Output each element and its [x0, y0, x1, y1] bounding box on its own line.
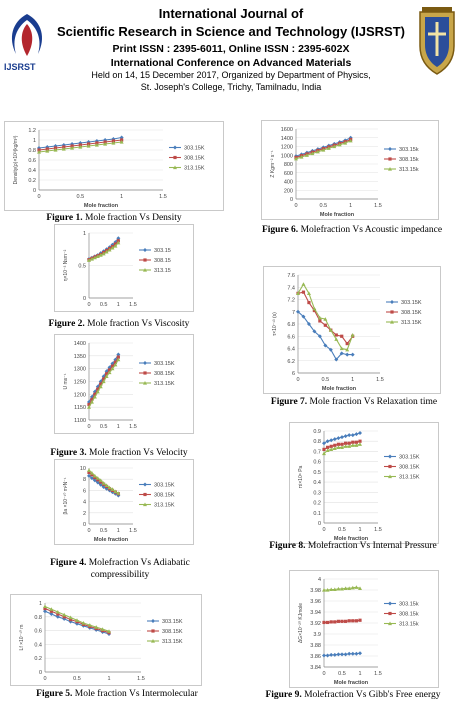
series-line	[89, 360, 118, 408]
y-tick-label: 1	[32, 138, 36, 144]
y-axis-label: τ×10⁻¹³ (s)	[272, 312, 278, 336]
y-tick-label: 1	[38, 601, 42, 607]
legend-marker	[143, 493, 146, 496]
y-tick-label: 3.92	[310, 621, 321, 627]
x-tick-label: 0	[87, 424, 91, 430]
legend-label: 308.15K	[162, 629, 183, 635]
data-point	[347, 433, 351, 437]
x-tick-label: 1	[116, 528, 120, 534]
y-tick-label: 6.4	[287, 346, 295, 353]
y-tick-label: 6.2	[287, 358, 295, 365]
y-tick-label: 2	[82, 510, 86, 517]
y-tick-label: 8	[82, 477, 86, 484]
y-tick-label: 0.6	[34, 628, 42, 635]
figure-9-caption-text: Molefraction Vs Gibb's Free energy	[304, 690, 441, 700]
legend-label: 313.15K	[154, 502, 175, 509]
x-tick-label: 0.5	[319, 203, 328, 209]
figure-5-label: Figure 5.	[36, 689, 73, 699]
figure-4-caption-text: Molefraction Vs Adiabatic compressibility	[88, 558, 190, 580]
chart-svg	[290, 571, 438, 687]
y-tick-label: 0	[32, 188, 36, 194]
figure-2-chart	[54, 224, 194, 312]
y-tick-label: 0.1	[313, 510, 321, 517]
legend-label: 308.15K	[399, 464, 420, 471]
x-tick-label: 0.5	[338, 527, 346, 533]
y-tick-label: 0.2	[34, 656, 42, 663]
x-tick-label: 0.5	[99, 302, 108, 308]
legend-label: 303.15	[154, 248, 171, 254]
held-line-2: St. Joseph's College, Trichy, Tamilnadu, India	[140, 82, 322, 92]
y-tick-label: 0.4	[34, 642, 42, 649]
x-tick-label: 1	[349, 203, 353, 209]
data-point	[348, 619, 351, 622]
figure-7-caption	[248, 396, 460, 408]
legend-marker	[388, 602, 392, 606]
x-tick-label: 1.5	[374, 203, 382, 209]
x-axis-label: Mole fraction	[83, 203, 119, 209]
figure-3-caption-text: Mole fraction Vs Velocity	[89, 448, 188, 458]
y-tick-label: 1300	[73, 366, 86, 373]
legend-label: 308.15K	[401, 310, 422, 316]
figure-6-chart	[261, 120, 439, 220]
data-point	[344, 620, 347, 623]
x-tick-label: 0.5	[321, 377, 330, 383]
y-tick-label: 0.9	[313, 429, 321, 435]
figure-8-caption-text: Molefraction Vs Internal Pressure	[307, 541, 437, 551]
legend-label: 313.15K	[184, 165, 205, 172]
figure-9-chart	[289, 570, 439, 688]
legend-marker	[173, 156, 176, 159]
figure-2-caption	[4, 318, 234, 330]
x-tick-label: 1	[351, 377, 355, 383]
y-tick-label: 200	[283, 188, 293, 195]
legend-label: 308.15K	[184, 155, 205, 162]
data-point	[358, 442, 362, 446]
legend-label: 303.15K	[184, 145, 205, 152]
y-tick-label: 3.84	[310, 665, 321, 671]
legend-label: 303.15K	[154, 361, 175, 367]
legend-label: 313.15k	[399, 621, 419, 628]
y-tick-label: 1	[82, 231, 86, 237]
data-point	[333, 620, 336, 623]
x-tick-label: 0.5	[73, 676, 81, 682]
y-tick-label: 0	[82, 296, 86, 302]
data-point	[345, 353, 349, 357]
figure-8-chart	[289, 422, 439, 544]
data-point	[322, 621, 325, 624]
y-tick-label: 1200	[73, 392, 86, 399]
data-point	[351, 619, 354, 622]
y-tick-label: 600	[283, 170, 293, 177]
y-tick-label: 0.4	[313, 480, 321, 487]
y-axis-label: βa ×10⁻¹⁰ m²N⁻¹	[63, 477, 69, 515]
y-tick-label: 0.5	[313, 469, 321, 476]
figure-5-caption-text: Mole fraction Vs Intermolecular	[74, 689, 198, 699]
figure-7-chart	[263, 266, 441, 394]
figure-9-label: Figure 9.	[265, 690, 302, 700]
data-point	[358, 619, 361, 622]
figure-6-caption	[252, 224, 452, 236]
data-point	[333, 437, 337, 441]
legend-label: 308.15k	[399, 157, 419, 163]
data-point	[329, 438, 333, 442]
legend-label: 313.15K	[162, 639, 183, 645]
y-tick-label: 0.6	[28, 158, 36, 164]
x-tick-label: 1.5	[129, 424, 137, 430]
chart-svg	[290, 423, 438, 543]
data-point	[354, 432, 358, 436]
journal-header	[0, 0, 462, 118]
legend-marker	[390, 310, 393, 313]
legend-marker	[151, 629, 154, 632]
x-tick-label: 1	[107, 676, 111, 682]
figure-2-label: Figure 2.	[48, 319, 85, 329]
data-point	[340, 335, 343, 338]
y-tick-label: 0	[289, 197, 293, 203]
figure-8-label: Figure 8.	[269, 541, 306, 551]
data-point	[351, 652, 355, 656]
x-tick-label: 1	[358, 671, 362, 677]
data-point	[340, 620, 343, 623]
figure-3-caption	[4, 447, 234, 459]
figure-4-label: Figure 4.	[50, 558, 87, 568]
y-tick-label: 6	[291, 371, 295, 377]
legend-marker	[151, 619, 155, 623]
y-axis-label: ΔG×10⁻²⁰ KJmole	[298, 602, 304, 644]
y-tick-label: 7.2	[287, 297, 295, 304]
x-axis-label: Mole fraction	[321, 386, 357, 392]
y-tick-label: 1400	[280, 135, 293, 142]
data-point	[333, 653, 337, 657]
figure-6-caption-text: Molefraction Vs Acoustic impedance	[300, 225, 443, 235]
x-tick-label: 0.5	[338, 671, 346, 677]
figure-7-label: Figure 7.	[270, 397, 308, 407]
figure-5-chart	[10, 594, 202, 686]
data-point	[346, 342, 349, 345]
y-tick-label: 6	[82, 488, 86, 495]
x-axis-label: Mole fraction	[93, 537, 129, 543]
y-tick-label: 0	[317, 521, 321, 527]
data-point	[43, 604, 47, 608]
x-tick-label: 0	[294, 203, 298, 209]
figure-1-label: Figure 1.	[46, 213, 83, 223]
x-tick-label: 0.5	[99, 424, 108, 430]
legend-marker	[388, 455, 392, 459]
legend-marker	[143, 361, 147, 365]
data-point	[344, 434, 348, 438]
y-tick-label: 0	[38, 670, 42, 676]
legend-label: 303.15k	[399, 601, 419, 608]
data-point	[326, 621, 329, 624]
y-tick-label: 0.3	[313, 490, 321, 497]
legend-label: 308.15K	[154, 492, 175, 499]
x-tick-label: 0.5	[76, 194, 85, 200]
legend-label: 303.15K	[401, 300, 422, 306]
data-point	[322, 448, 325, 451]
x-tick-label: 0	[37, 194, 41, 200]
data-point	[351, 433, 355, 437]
y-tick-label: 0.4	[28, 168, 36, 174]
x-tick-label: 1.5	[374, 527, 382, 533]
x-tick-label: 1.5	[137, 676, 145, 682]
y-tick-label: 1000	[280, 153, 293, 160]
data-point	[301, 282, 305, 286]
x-tick-label: 1	[116, 302, 120, 308]
legend-label: 303.15K	[162, 619, 183, 625]
legend-label: 313.15	[154, 268, 171, 274]
legend-marker	[388, 465, 391, 468]
y-tick-label: 6.8	[287, 322, 295, 328]
y-tick-label: 400	[283, 179, 293, 186]
legend-label: 303.15K	[399, 454, 420, 461]
y-tick-label: 1400	[73, 341, 86, 347]
y-tick-label: 0.5	[78, 263, 86, 270]
y-tick-label: 0.8	[28, 148, 36, 154]
figure-3-label: Figure 3.	[50, 448, 87, 458]
held-line-1: Held on 14, 15 December 2017, Organized by Department of Physics,	[91, 70, 371, 80]
figure-3-chart	[54, 334, 194, 434]
data-point	[335, 333, 338, 336]
data-point	[326, 653, 330, 657]
figure-1-caption	[4, 212, 224, 224]
data-point	[318, 319, 321, 322]
y-tick-label: 0	[82, 522, 86, 528]
x-axis-label: Mole fraction	[333, 680, 369, 686]
y-tick-label: 7.6	[287, 273, 295, 279]
data-point	[87, 468, 91, 472]
y-tick-label: 1600	[280, 127, 293, 133]
data-point	[355, 619, 358, 622]
figure-1-chart	[4, 121, 224, 211]
data-point	[337, 620, 340, 623]
legend-label: 313.15k	[399, 167, 419, 173]
chart-svg	[262, 121, 438, 219]
y-axis-label: U ms⁻¹	[63, 373, 69, 390]
figure-7-caption-text: Mole fraction Vs Relaxation time	[309, 397, 438, 407]
journal-title-line2: Scientific Research in Science and Technology (IJSRST)	[57, 24, 405, 39]
figure-4-caption	[20, 557, 220, 581]
conference-name: International Conference on Advanced Materials	[110, 57, 352, 69]
chart-svg	[55, 335, 193, 433]
x-tick-label: 1.5	[129, 528, 137, 534]
figure-6-label: Figure 6.	[261, 225, 299, 235]
y-tick-label: 3.88	[310, 643, 321, 649]
figure-8-caption	[246, 540, 460, 552]
y-tick-label: 3.96	[310, 599, 321, 605]
x-tick-label: 1	[120, 194, 124, 200]
legend-label: 313.15K	[154, 381, 175, 387]
legend-marker	[388, 157, 391, 160]
data-point	[340, 435, 344, 439]
y-tick-label: 7	[291, 309, 295, 316]
x-tick-label: 0	[43, 676, 47, 682]
figure-4-chart	[54, 459, 194, 545]
x-tick-label: 1	[116, 424, 120, 430]
college-crest	[414, 6, 460, 78]
y-tick-label: 0.2	[28, 178, 36, 184]
y-tick-label: 800	[283, 162, 293, 168]
journal-title-line1: International Journal of	[158, 6, 304, 21]
y-axis-label: Density(ρ)×10³(kg/m³)	[13, 135, 19, 185]
y-tick-label: 1250	[73, 379, 86, 386]
y-tick-label: 4	[82, 499, 86, 506]
data-point	[302, 291, 305, 294]
y-tick-label: 6.6	[287, 334, 295, 341]
y-tick-label: 4	[317, 577, 321, 583]
legend-label: 313.15K	[399, 474, 420, 481]
y-tick-label: 0.8	[313, 439, 321, 446]
chart-svg	[264, 267, 440, 393]
y-tick-label: 0.2	[313, 500, 321, 507]
y-tick-label: 3.86	[310, 654, 321, 660]
y-axis-label: Z Kgm⁻² s⁻¹	[270, 150, 276, 178]
y-tick-label: 1150	[74, 405, 86, 412]
y-tick-label: 1100	[74, 418, 86, 424]
x-tick-label: 1.5	[129, 302, 137, 308]
y-tick-label: 7.4	[287, 285, 295, 292]
data-point	[354, 652, 358, 656]
x-tick-label: 0	[322, 671, 326, 677]
data-point	[307, 301, 310, 304]
data-point	[358, 651, 362, 655]
legend-marker	[143, 258, 146, 261]
data-point	[358, 431, 362, 435]
y-tick-label: 3.94	[310, 610, 321, 616]
x-tick-label: 0	[87, 528, 91, 534]
logo-text: IJSRST	[4, 62, 36, 72]
legend-label: 303.15k	[399, 147, 419, 153]
data-point	[330, 620, 333, 623]
x-tick-label: 1	[358, 527, 362, 533]
x-tick-label: 1.5	[374, 671, 382, 677]
y-tick-label: 0.8	[34, 614, 42, 621]
data-point	[324, 324, 327, 327]
y-tick-label: 1350	[73, 353, 86, 360]
x-tick-label: 0.5	[99, 528, 108, 534]
y-axis-label: η×10⁻³ Nsm⁻²	[63, 249, 69, 282]
legend-marker	[143, 371, 146, 374]
chart-svg	[55, 460, 193, 544]
y-tick-label: 3.9	[313, 632, 321, 638]
figure-9-caption	[246, 689, 460, 701]
chart-svg	[11, 595, 201, 685]
legend-marker	[388, 612, 391, 615]
legend-marker	[388, 147, 392, 151]
y-tick-label: 1200	[280, 144, 293, 151]
figure-1-caption-text: Mole fraction Vs Density	[84, 213, 182, 223]
y-axis-label: πi×10⁶ Pa	[298, 465, 304, 489]
data-point	[329, 653, 333, 657]
x-tick-label: 0	[87, 302, 91, 308]
legend-label: 308.15k	[399, 611, 419, 618]
y-tick-label: 1.2	[28, 128, 36, 134]
x-axis-label: Mole fraction	[333, 536, 369, 542]
y-tick-label: 3.98	[310, 588, 321, 594]
x-axis-label: Mole fraction	[319, 212, 355, 218]
chart-svg	[5, 122, 223, 210]
data-point	[322, 653, 326, 657]
data-point	[351, 353, 355, 357]
x-tick-label: 0	[296, 377, 300, 383]
legend-label: 308.15K	[154, 371, 175, 377]
legend-marker	[173, 146, 177, 150]
legend-label: 308.15	[154, 258, 171, 264]
legend-marker	[390, 300, 394, 304]
figure-5-caption	[4, 688, 230, 700]
issn-line: Print ISSN : 2395-6011, Online ISSN : 2395-602X	[112, 43, 350, 55]
figure-2-caption-text: Mole fraction Vs Viscosity	[87, 319, 190, 329]
y-tick-label: 0.6	[313, 459, 321, 466]
chart-svg	[55, 225, 193, 311]
legend-marker	[143, 248, 147, 252]
x-tick-label: 0	[322, 527, 326, 533]
x-tick-label: 1.5	[376, 377, 384, 383]
legend-marker	[143, 483, 147, 487]
data-point	[336, 436, 340, 440]
data-point	[347, 652, 351, 656]
y-tick-label: 0.7	[313, 449, 321, 456]
y-axis-label: Lf ×10⁻¹⁰ m	[19, 624, 25, 651]
legend-label: 303.15K	[154, 482, 175, 489]
legend-label: 313.15K	[401, 320, 422, 326]
y-tick-label: 10	[79, 466, 86, 472]
x-tick-label: 1.5	[159, 194, 167, 200]
